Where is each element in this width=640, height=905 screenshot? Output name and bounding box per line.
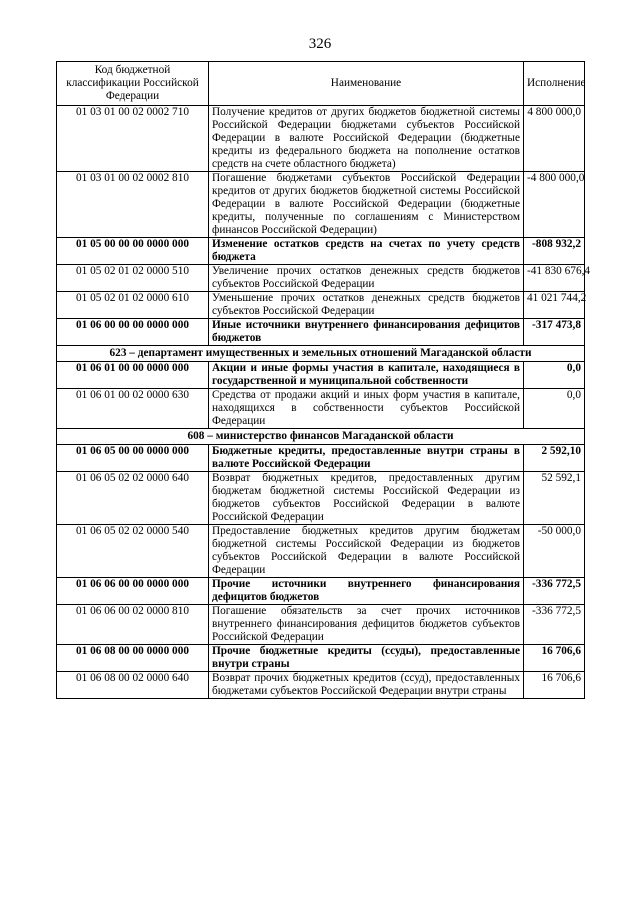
table-row xyxy=(57,605,585,645)
row-name: Возврат прочих бюджетных кредитов (ссуд), предоставленных бюджетами субъектов Российской Федерации внутри страны xyxy=(209,672,524,699)
row-value: -317 473,8 xyxy=(524,319,585,346)
table-row xyxy=(57,106,585,172)
row-value: 52 592,1 xyxy=(524,472,585,525)
row-value: -41 830 676,4 xyxy=(524,265,585,292)
row-value: 16 706,6 xyxy=(524,672,585,699)
row-name: Погашение обязательств за счет прочих источников внутреннего финансирования дефицитов бюджетов субъектов Российской Федерации xyxy=(209,605,524,645)
row-code: 01 06 01 00 00 0000 000 xyxy=(57,362,209,389)
row-code: 01 06 05 00 00 0000 000 xyxy=(57,445,209,472)
header-value: Исполнение xyxy=(524,62,585,106)
row-value: 16 706,6 xyxy=(524,645,585,672)
row-code: 01 05 00 00 00 0000 000 xyxy=(57,238,209,265)
row-name: Предоставление бюджетных кредитов другим бюджетам бюджетной системы Российской Федерации из бюджетов субъектов Российской Федерации в валюте Российской Федерации xyxy=(209,525,524,578)
row-name: Иные источники внутреннего финансирования дефицитов бюджетов xyxy=(209,319,524,346)
row-name: Прочие источники внутреннего финансирования дефицитов бюджетов xyxy=(209,578,524,605)
row-name: Увеличение прочих остатков денежных средств бюджетов субъектов Российской Федерации xyxy=(209,265,524,292)
row-code: 01 05 02 01 02 0000 610 xyxy=(57,292,209,319)
row-name: Акции и иные формы участия в капитале, находящиеся в государственной и муниципальной собственности xyxy=(209,362,524,389)
budget-sources-table xyxy=(56,61,591,699)
table-row xyxy=(57,362,585,389)
row-value: -336 772,5 xyxy=(524,578,585,605)
table-row xyxy=(57,645,585,672)
department-row xyxy=(57,346,585,362)
table-row xyxy=(57,238,585,265)
row-value: 41 021 744,2 xyxy=(524,292,585,319)
row-value: -808 932,2 xyxy=(524,238,585,265)
row-value: 4 800 000,0 xyxy=(524,106,585,172)
row-code: 01 03 01 00 02 0002 810 xyxy=(57,172,209,238)
row-code: 01 06 08 00 00 0000 000 xyxy=(57,645,209,672)
department-title: 608 – министерство финансов Магаданской области xyxy=(57,429,585,445)
row-value: 0,0 xyxy=(524,362,585,389)
row-name: Получение кредитов от других бюджетов бюджетной системы Российской Федерации бюджетами субъектов Российской Федерации в валюте Российской Федерации (бюджетные кредиты из федерального бюджета на пополнение остатков средств на счете областного бюджета) xyxy=(209,106,524,172)
row-name: Бюджетные кредиты, предоставленные внутри страны в валюте Российской Федерации xyxy=(209,445,524,472)
row-code: 01 06 08 00 02 0000 640 xyxy=(57,672,209,699)
table-row xyxy=(57,672,585,699)
row-code: 01 06 06 00 02 0000 810 xyxy=(57,605,209,645)
table-header-row xyxy=(57,62,585,106)
table-row xyxy=(57,525,585,578)
table-row xyxy=(57,389,585,429)
row-name: Уменьшение прочих остатков денежных средств бюджетов субъектов Российской Федерации xyxy=(209,292,524,319)
table-row xyxy=(57,292,585,319)
row-value: -50 000,0 xyxy=(524,525,585,578)
table-row xyxy=(57,472,585,525)
row-value: 0,0 xyxy=(524,389,585,429)
row-name: Средства от продажи акций и иных форм участия в капитале, находящихся в собственности субъектов Российской Федерации xyxy=(209,389,524,429)
row-code: 01 06 05 02 02 0000 540 xyxy=(57,525,209,578)
row-name: Погашение бюджетами субъектов Российской Федерации кредитов от других бюджетов бюджетной системы Российской Федерации в валюте Российской Федерации (бюджетные кредиты, полученные по соглашениям с Министерством финансов Российской Федерации) xyxy=(209,172,524,238)
row-value: -336 772,5 xyxy=(524,605,585,645)
table-row xyxy=(57,319,585,346)
department-title: 623 – департамент имущественных и земельных отношений Магаданской области xyxy=(57,346,585,362)
row-code: 01 06 05 02 02 0000 640 xyxy=(57,472,209,525)
table-row xyxy=(57,265,585,292)
row-name: Возврат бюджетных кредитов, предоставленных другим бюджетам бюджетной системы Российской Федерации из бюджетов субъектов Российской Федерации в валюте Российской Федерации xyxy=(209,472,524,525)
table-row xyxy=(57,445,585,472)
row-code: 01 06 01 00 02 0000 630 xyxy=(57,389,209,429)
table-row xyxy=(57,578,585,605)
row-name: Прочие бюджетные кредиты (ссуды), предоставленные внутри страны xyxy=(209,645,524,672)
row-code: 01 03 01 00 02 0002 710 xyxy=(57,106,209,172)
row-code: 01 05 02 01 02 0000 510 xyxy=(57,265,209,292)
row-code: 01 06 06 00 00 0000 000 xyxy=(57,578,209,605)
table-body xyxy=(57,106,591,699)
row-value: -4 800 000,0 xyxy=(524,172,585,238)
table-row xyxy=(57,172,585,238)
page-number: 326 xyxy=(308,36,332,52)
department-row xyxy=(57,429,585,445)
header-name: Наименование xyxy=(209,62,524,106)
row-name: Изменение остатков средств на счетах по учету средств бюджета xyxy=(209,238,524,265)
row-code: 01 06 00 00 00 0000 000 xyxy=(57,319,209,346)
row-value: 2 592,10 xyxy=(524,445,585,472)
header-code: Код бюджетной классификации Российской Федерации xyxy=(57,62,209,106)
